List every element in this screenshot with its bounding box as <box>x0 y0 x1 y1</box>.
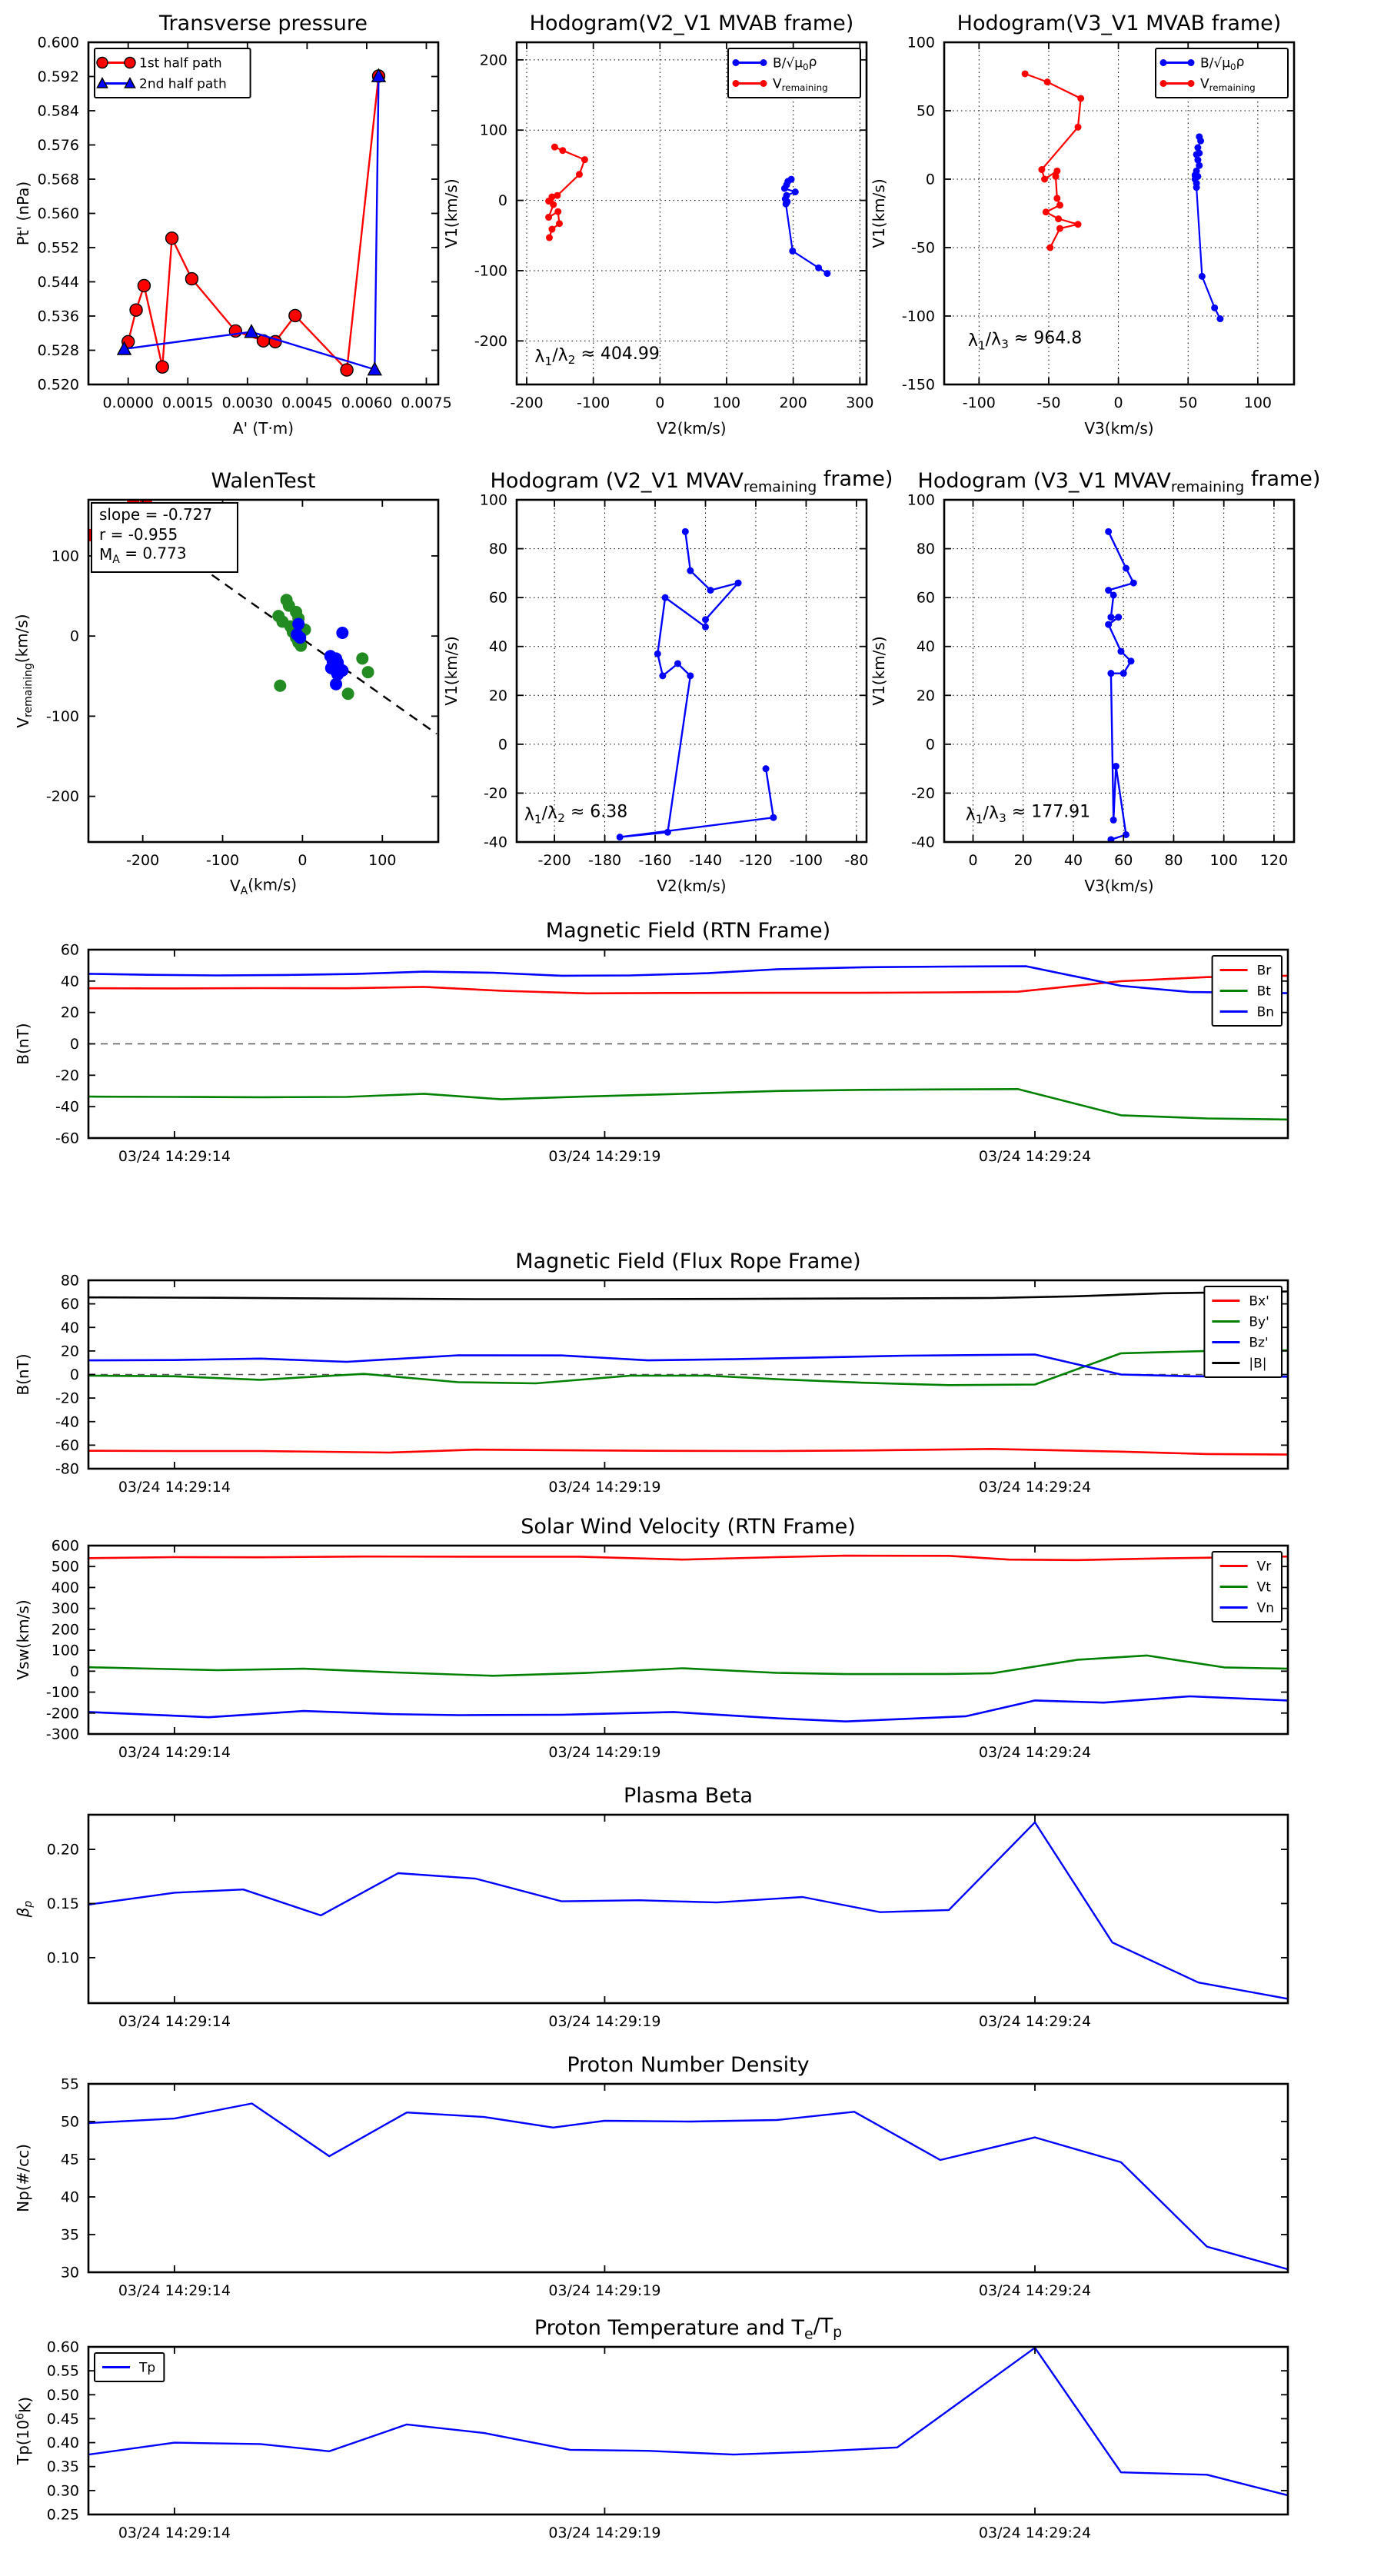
hodogram-v3v1-mvav-xtick-label: 60 <box>1114 852 1133 869</box>
transverse-pressure-series-2nd half path <box>118 69 385 375</box>
magnetic-field-rtn-series-Bn <box>88 967 1288 993</box>
hodogram-v3v1-mvab-xtick-label: 100 <box>1243 394 1273 411</box>
magnetic-field-fluxrope-legend-label: By' <box>1249 1314 1269 1330</box>
hodogram-v3v1-mvav-ytick-label: -20 <box>910 784 935 802</box>
walen-test-xtick-label: -200 <box>126 852 160 869</box>
hodogram-v2v1-mvav-annotation: λ1/λ2 ≈ 6.38 <box>524 802 628 827</box>
plasma-beta-ytick-label: 0.20 <box>46 1841 79 1859</box>
hodogram-v2v1-mvav-chart <box>432 461 893 904</box>
magnetic-field-fluxrope-legend-label: Bx' <box>1249 1293 1269 1310</box>
hodogram-v2v1-mvav-xtick-label: -100 <box>789 852 823 869</box>
hodogram-v3v1-mvab-legend-label: B/√μ0ρ <box>1200 55 1245 72</box>
plasma-beta-xtick-label: 03/24 14:29:14 <box>118 2013 231 2030</box>
proton-temperature-ylabel: $Tp(10^6K)$ <box>14 2396 35 2465</box>
hodogram-v3v1-mvab-series-V-remaining <box>1022 70 1085 251</box>
hodogram-v2v1-mvab-ylabel: V1(km/s) <box>442 178 461 248</box>
solar-wind-velocity-series-Vn <box>88 1696 1288 1722</box>
hodogram-v2v1-mvab-xtick-label: -100 <box>577 394 610 411</box>
plasma-beta-ylabel: βp <box>14 1900 35 1918</box>
magnetic-field-fluxrope-xtick-label: 03/24 14:29:24 <box>978 1479 1092 1496</box>
hodogram-v3v1-mvav-xtick-label: 100 <box>1209 852 1238 869</box>
solar-wind-velocity-title: Solar Wind Velocity (RTN Frame) <box>521 1515 856 1539</box>
hodogram-v3v1-mvav-ytick-label: 60 <box>916 589 935 607</box>
walen-test-ytick-label: -200 <box>45 788 79 806</box>
hodogram-v3v1-mvav-xtick-label: 80 <box>1164 852 1183 869</box>
walen-test-ytick-label: -100 <box>45 707 79 725</box>
hodogram-v2v1-mvab-ytick-label: 0 <box>497 192 507 210</box>
hodogram-v2v1-mvab-chart <box>432 4 890 446</box>
hodogram-v3v1-mvab-ytick-label: -100 <box>901 308 935 325</box>
magnetic-field-rtn-legend <box>1213 956 1282 1026</box>
magnetic-field-rtn-ytick-label: 0 <box>69 1036 79 1053</box>
walen-test-chart <box>4 461 461 904</box>
magnetic-field-rtn-xtick-label: 03/24 14:29:14 <box>118 1148 231 1165</box>
hodogram-v2v1-mvav-ytick-label: 80 <box>488 541 507 558</box>
plasma-beta-series-beta-p <box>88 1822 1288 1999</box>
transverse-pressure-ytick-label: 0.568 <box>37 171 79 188</box>
magnetic-field-rtn-ytick-label: 40 <box>60 973 79 990</box>
hodogram-v3v1-mvab-title: Hodogram(V3_V1 MVAB frame) <box>956 12 1282 35</box>
hodogram-v3v1-mvav-xtick-label: 20 <box>1013 852 1033 869</box>
magnetic-field-rtn-series-Br <box>88 976 1288 993</box>
magnetic-field-rtn-ylabel: B(nT) <box>14 1023 32 1065</box>
plasma-beta-title: Plasma Beta <box>623 1784 754 1808</box>
hodogram-v3v1-mvab-xtick-label: 0 <box>1113 394 1123 411</box>
magnetic-field-rtn-legend-label: Bt <box>1256 983 1271 1000</box>
magnetic-field-fluxrope-ticks <box>55 1273 1288 1496</box>
proton-number-density-frame <box>88 2084 1288 2272</box>
proton-temperature-xtick-label: 03/24 14:29:14 <box>118 2524 231 2541</box>
hodogram-v3v1-mvav-ytick-label: -40 <box>910 834 935 851</box>
walen-test-stats-line: slope = -0.727 <box>99 505 213 524</box>
solar-wind-velocity-ytick-label: -200 <box>45 1705 79 1722</box>
hodogram-v2v1-mvav-title: Hodogram (V2_V1 MVAVremaining frame) <box>490 467 893 496</box>
transverse-pressure-ytick-label: 0.560 <box>37 205 79 222</box>
proton-temperature-ytick-label: 0.60 <box>46 2338 79 2356</box>
hodogram-v3v1-mvab-chart <box>860 4 1317 446</box>
hodogram-v2v1-mvab-series-V-remaining <box>545 144 588 241</box>
proton-number-density-series-Np <box>88 2104 1288 2270</box>
magnetic-field-fluxrope-ytick-label: 60 <box>60 1296 79 1313</box>
hodogram-v2v1-mvab-series-B-alfven <box>781 176 830 277</box>
plasma-beta-ytick-label: 0.10 <box>46 1949 79 1967</box>
proton-temperature-frame <box>88 2347 1288 2514</box>
transverse-pressure-xtick-label: 0.0075 <box>401 394 452 411</box>
magnetic-field-fluxrope-chart <box>4 1242 1311 1530</box>
hodogram-v2v1-mvav-ylabel: V1(km/s) <box>442 636 461 706</box>
hodogram-v2v1-mvab-xtick-label: 300 <box>846 394 874 411</box>
walen-test-stats-box <box>91 503 238 572</box>
magnetic-field-fluxrope-ytick-label: 40 <box>60 1319 79 1336</box>
proton-temperature-ytick-label: 0.50 <box>46 2386 79 2404</box>
magnetic-field-fluxrope-title: Magnetic Field (Flux Rope Frame) <box>515 1250 861 1273</box>
proton-temperature-ytick-label: 0.40 <box>46 2435 79 2452</box>
hodogram-v3v1-mvav-ytick-label: 100 <box>907 491 935 509</box>
solar-wind-velocity-ticks <box>46 1538 1288 1762</box>
hodogram-v2v1-mvab-ytick-label: -100 <box>474 262 507 280</box>
hodogram-v2v1-mvab-xlabel: V2(km/s) <box>657 419 727 438</box>
plasma-beta-frame <box>88 1815 1288 2003</box>
magnetic-field-fluxrope-ytick-label: -60 <box>55 1436 79 1454</box>
walen-test-ytick-label: 100 <box>51 547 79 565</box>
hodogram-v3v1-mvav-ytick-label: 80 <box>916 541 935 558</box>
walen-test-stats-line: MA = 0.773 <box>99 544 187 566</box>
walen-test-ytick-label: 0 <box>69 627 79 645</box>
magnetic-field-fluxrope-legend-label: Bz' <box>1249 1335 1269 1351</box>
walen-test-stats-line: r = -0.955 <box>99 525 178 544</box>
proton-temperature-chart <box>4 2308 1311 2576</box>
transverse-pressure-xtick-label: 0.0000 <box>102 394 154 411</box>
magnetic-field-rtn-frame <box>88 950 1288 1138</box>
proton-number-density-title: Proton Number Density <box>567 2053 810 2077</box>
solar-wind-velocity-ytick-label: 400 <box>51 1579 79 1596</box>
proton-temperature-ytick-label: 0.35 <box>46 2458 79 2476</box>
hodogram-v3v1-mvav-chart <box>860 461 1321 904</box>
hodogram-v3v1-mvav-xtick-label: 40 <box>1063 852 1083 869</box>
transverse-pressure-ytick-label: 0.536 <box>37 308 79 325</box>
magnetic-field-fluxrope-ytick-label: 20 <box>60 1343 79 1360</box>
transverse-pressure-ytick-label: 0.544 <box>37 274 79 291</box>
solar-wind-velocity-series-Vr <box>88 1556 1288 1560</box>
walen-test-series-walen-blue <box>291 618 348 691</box>
plasma-beta-chart <box>4 1776 1311 2065</box>
plasma-beta-ticks <box>47 1815 1288 2030</box>
hodogram-v3v1-mvab-xtick-label: -50 <box>1036 394 1061 411</box>
solar-wind-velocity-series-Vt <box>88 1656 1288 1676</box>
magnetic-field-rtn-xtick-label: 03/24 14:29:24 <box>978 1148 1092 1165</box>
hodogram-v2v1-mvav-xtick-label: -120 <box>739 852 773 869</box>
transverse-pressure-ylabel: Pt' (nPa) <box>14 181 32 246</box>
walen-test-xtick-label: 100 <box>368 852 397 869</box>
transverse-pressure-ytick-label: 0.552 <box>37 239 79 257</box>
walen-test-xtick-label: 0 <box>298 852 308 869</box>
hodogram-v3v1-mvab-legend-label: Vremaining <box>1200 76 1256 93</box>
proton-number-density-chart <box>4 2045 1311 2334</box>
magnetic-field-fluxrope-xtick-label: 03/24 14:29:19 <box>548 1479 661 1496</box>
proton-temperature-xtick-label: 03/24 14:29:19 <box>548 2524 661 2541</box>
transverse-pressure-xtick-label: 0.0030 <box>221 394 274 411</box>
magnetic-field-fluxrope-ytick-label: -20 <box>55 1390 79 1407</box>
transverse-pressure-legend <box>95 48 251 98</box>
hodogram-v2v1-mvab-legend-label: Vremaining <box>773 76 828 93</box>
transverse-pressure-xlabel: A' (T·m) <box>232 419 294 438</box>
hodogram-v2v1-mvav-xlabel: V2(km/s) <box>657 877 727 895</box>
magnetic-field-fluxrope-xtick-label: 03/24 14:29:14 <box>118 1479 231 1496</box>
hodogram-v3v1-mvab-xlabel: V3(km/s) <box>1084 419 1154 438</box>
magnetic-field-rtn-ytick-label: 60 <box>60 941 79 959</box>
magnetic-field-fluxrope-ytick-label: -40 <box>55 1413 79 1431</box>
magnetic-field-fluxrope-legend <box>1204 1286 1282 1377</box>
proton-temperature-ytick-label: 0.55 <box>46 2362 79 2380</box>
walen-test-series-fit-line <box>198 566 437 734</box>
hodogram-v2v1-mvav-ytick-label: 60 <box>488 589 507 607</box>
transverse-pressure-chart <box>4 4 461 446</box>
proton-number-density-ylabel: Np(#/cc) <box>14 2144 32 2212</box>
solar-wind-velocity-xtick-label: 03/24 14:29:14 <box>118 1744 231 1761</box>
hodogram-v3v1-mvab-ytick-label: 0 <box>925 171 935 188</box>
transverse-pressure-ytick-label: 0.528 <box>37 342 79 359</box>
walen-test-title: WalenTest <box>211 469 316 493</box>
hodogram-v2v1-mvav-xtick-label: -80 <box>844 852 869 869</box>
magnetic-field-rtn-legend-label: Br <box>1256 963 1272 979</box>
magnetic-field-rtn-legend-label: Bn <box>1256 1004 1275 1020</box>
hodogram-v2v1-mvab-legend <box>728 48 860 98</box>
magnetic-field-fluxrope-series-Bx-prime <box>88 1449 1288 1454</box>
hodogram-v3v1-mvab-ytick-label: 50 <box>916 102 935 120</box>
magnetic-field-rtn-xtick-label: 03/24 14:29:19 <box>548 1148 661 1165</box>
proton-number-density-ytick-label: 30 <box>60 2264 79 2281</box>
transverse-pressure-ytick-label: 0.520 <box>37 376 79 394</box>
transverse-pressure-ytick-label: 0.576 <box>37 137 79 154</box>
hodogram-v3v1-mvab-series-B-alfven <box>1192 133 1224 322</box>
hodogram-v3v1-mvav-ytick-label: 0 <box>925 736 935 754</box>
hodogram-v2v1-mvav-ytick-label: 100 <box>479 491 507 509</box>
solar-wind-velocity-ytick-label: -300 <box>45 1726 79 1743</box>
hodogram-v3v1-mvab-ytick-label: 100 <box>907 34 935 52</box>
magnetic-field-rtn-series-Bt <box>88 1089 1288 1120</box>
magnetic-field-rtn-title: Magnetic Field (RTN Frame) <box>545 919 831 943</box>
solar-wind-velocity-xtick-label: 03/24 14:29:19 <box>548 1744 661 1761</box>
proton-temperature-legend <box>95 2353 164 2381</box>
hodogram-v2v1-mvab-xtick-label: 0 <box>655 394 665 411</box>
transverse-pressure-legend-label: 2nd half path <box>139 76 227 92</box>
hodogram-v2v1-mvab-xtick-label: -200 <box>510 394 544 411</box>
hodogram-v2v1-mvab-annotation: λ1/λ2 ≈ 404.99 <box>534 344 660 369</box>
transverse-pressure-ytick-label: 0.592 <box>37 68 79 85</box>
magnetic-field-fluxrope-ytick-label: 80 <box>60 1272 79 1290</box>
magnetic-field-fluxrope-legend-label: |B| <box>1249 1356 1267 1372</box>
proton-temperature-ytick-label: 0.25 <box>46 2506 79 2524</box>
proton-number-density-ytick-label: 40 <box>60 2188 79 2206</box>
hodogram-v2v1-mvav-ytick-label: -20 <box>483 784 507 802</box>
hodogram-v3v1-mvab-annotation: λ1/λ3 ≈ 964.8 <box>967 328 1083 353</box>
hodogram-v3v1-mvab-legend <box>1156 48 1288 98</box>
hodogram-v2v1-mvab-ytick-label: -200 <box>474 332 507 350</box>
proton-temperature-ytick-label: 0.30 <box>46 2482 79 2500</box>
hodogram-v2v1-mvab-ytick-label: 100 <box>479 121 507 139</box>
proton-temperature-ticks <box>47 2339 1288 2542</box>
hodogram-v3v1-mvav-xtick-label: 0 <box>968 852 978 869</box>
hodogram-v3v1-mvav-xlabel: V3(km/s) <box>1084 877 1154 895</box>
magnetic-field-rtn-ytick-label: -40 <box>55 1098 79 1116</box>
proton-number-density-xtick-label: 03/24 14:29:19 <box>548 2282 661 2299</box>
hodogram-v3v1-mvab-ytick-label: -150 <box>901 376 935 394</box>
magnetic-field-fluxrope-series-By-prime <box>88 1350 1288 1385</box>
hodogram-v2v1-mvab-title: Hodogram(V2_V1 MVAB frame) <box>529 12 854 35</box>
hodogram-v2v1-mvav-ytick-label: 40 <box>488 638 507 656</box>
hodogram-v2v1-mvav-xtick-label: -160 <box>638 852 672 869</box>
hodogram-v3v1-mvav-ylabel: V1(km/s) <box>870 636 888 706</box>
solar-wind-velocity-frame <box>88 1546 1288 1734</box>
walen-test-xlabel: VA(km/s) <box>229 875 298 897</box>
hodogram-v3v1-mvab-ytick-label: -50 <box>910 239 935 257</box>
walen-test-ylabel: Vremaining(km/s) <box>12 614 35 728</box>
proton-number-density-ytick-label: 55 <box>60 2075 79 2093</box>
transverse-pressure-ytick-label: 0.584 <box>37 102 79 120</box>
hodogram-v3v1-mvav-xtick-label: 120 <box>1259 852 1289 869</box>
solar-wind-velocity-ytick-label: 100 <box>51 1642 79 1659</box>
proton-number-density-ticks <box>61 2076 1288 2300</box>
magnetic-field-rtn-chart <box>4 911 1311 1200</box>
hodogram-v2v1-mvav-frame <box>517 500 867 842</box>
plasma-beta-xtick-label: 03/24 14:29:24 <box>978 2013 1092 2030</box>
hodogram-v2v1-mvav-xtick-label: -200 <box>537 852 571 869</box>
solar-wind-velocity-xtick-label: 03/24 14:29:24 <box>978 1744 1092 1761</box>
plasma-beta-xtick-label: 03/24 14:29:19 <box>548 2013 661 2030</box>
solar-wind-velocity-ytick-label: 500 <box>51 1558 79 1576</box>
hodogram-v2v1-mvav-series-B-path <box>617 528 777 840</box>
walen-test-xtick-label: -100 <box>205 852 240 869</box>
solar-wind-velocity-ylabel: Vsw(km/s) <box>14 1599 32 1680</box>
solar-wind-velocity-legend <box>1213 1552 1282 1622</box>
proton-number-density-ytick-label: 50 <box>60 2113 79 2131</box>
walen-test-series-walen-green <box>272 594 374 700</box>
magnetic-field-fluxrope-ytick-label: 0 <box>69 1366 79 1383</box>
solar-wind-velocity-chart <box>4 1507 1311 1796</box>
magnetic-field-fluxrope-frame <box>88 1280 1288 1469</box>
proton-number-density-xtick-label: 03/24 14:29:24 <box>978 2282 1092 2299</box>
proton-number-density-ytick-label: 35 <box>60 2226 79 2244</box>
hodogram-v2v1-mvav-ytick-label: 20 <box>488 687 507 704</box>
proton-temperature-legend-label: Tp <box>139 2360 156 2376</box>
hodogram-v2v1-mvav-xtick-label: -180 <box>588 852 622 869</box>
magnetic-field-rtn-ytick-label: 20 <box>60 1004 79 1022</box>
hodogram-v3v1-mvav-ytick-label: 20 <box>916 687 935 704</box>
solar-wind-velocity-ytick-label: 600 <box>51 1537 79 1555</box>
proton-temperature-ytick-label: 0.45 <box>46 2410 79 2428</box>
hodogram-v2v1-mvab-xtick-label: 100 <box>712 394 741 411</box>
proton-temperature-series-Tp <box>88 2348 1288 2495</box>
transverse-pressure-xtick-label: 0.0060 <box>341 394 393 411</box>
proton-temperature-title: Proton Temperature and Te/Tp <box>534 2314 843 2343</box>
magnetic-field-rtn-ytick-label: -20 <box>55 1067 79 1084</box>
hodogram-v3v1-mvab-ylabel: V1(km/s) <box>870 178 888 248</box>
magnetic-field-fluxrope-ytick-label: -80 <box>55 1460 79 1478</box>
solar-wind-velocity-ytick-label: 300 <box>51 1600 79 1618</box>
solar-wind-velocity-ytick-label: -100 <box>45 1684 79 1702</box>
hodogram-v3v1-mvab-xtick-label: 50 <box>1179 394 1198 411</box>
hodogram-v3v1-mvav-series-B-path <box>1105 528 1137 844</box>
solar-wind-velocity-ytick-label: 0 <box>69 1662 79 1680</box>
hodogram-v3v1-mvab-xtick-label: -100 <box>962 394 996 411</box>
hodogram-v3v1-mvav-title: Hodogram (V3_V1 MVAVremaining frame) <box>917 467 1321 496</box>
hodogram-v2v1-mvav-ytick-label: -40 <box>483 834 507 851</box>
hodogram-v3v1-mvav-ytick-label: 40 <box>916 638 935 656</box>
transverse-pressure-legend-label: 1st half path <box>139 55 222 72</box>
transverse-pressure-xtick-label: 0.0045 <box>281 394 333 411</box>
proton-temperature-xtick-label: 03/24 14:29:24 <box>978 2524 1092 2541</box>
transverse-pressure-ytick-label: 0.600 <box>37 34 79 52</box>
transverse-pressure-title: Transverse pressure <box>159 12 368 35</box>
hodogram-v2v1-mvav-xtick-label: -140 <box>688 852 723 869</box>
solar-wind-velocity-legend-label: Vt <box>1256 1579 1271 1596</box>
magnetic-field-rtn-ytick-label: -60 <box>55 1130 79 1147</box>
hodogram-v2v1-mvav-grid <box>517 500 867 842</box>
solar-wind-velocity-legend-label: Vr <box>1256 1559 1272 1575</box>
hodogram-v2v1-mvav-ytick-label: 0 <box>497 736 507 754</box>
hodogram-v2v1-mvab-ytick-label: 200 <box>479 52 507 69</box>
magnetic-field-fluxrope-series-B-magnitude <box>88 1292 1288 1300</box>
hodogram-v3v1-mvav-annotation: λ1/λ3 ≈ 177.91 <box>965 802 1091 827</box>
solar-wind-velocity-legend-label: Vn <box>1256 1600 1275 1616</box>
hodogram-v2v1-mvab-legend-label: B/√μ0ρ <box>773 55 817 72</box>
hodogram-v2v1-mvab-xtick-label: 200 <box>779 394 807 411</box>
transverse-pressure-xtick-label: 0.0015 <box>162 394 214 411</box>
plasma-beta-ytick-label: 0.15 <box>46 1895 79 1912</box>
magnetic-field-fluxrope-ylabel: B(nT) <box>14 1353 32 1396</box>
solar-wind-velocity-ytick-label: 200 <box>51 1621 79 1639</box>
proton-number-density-ytick-label: 45 <box>60 2151 79 2168</box>
proton-number-density-xtick-label: 03/24 14:29:14 <box>118 2282 231 2299</box>
